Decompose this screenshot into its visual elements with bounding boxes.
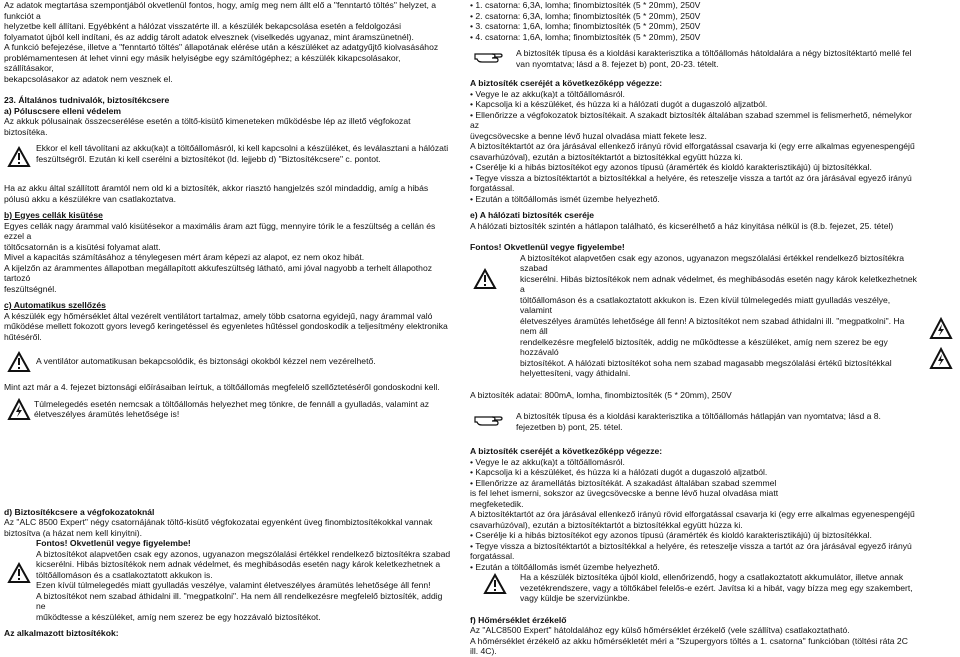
procedure-step: A biztosítéktartót az óra járásával ellenkező irányú rövid elforgatással csavarja ki (egy erre alkalmas egyenespengéjű xyxy=(470,509,915,519)
warning-line: kicserélni. Hibás biztosítékok nem adnak védelmet, és meghibásodás esetén nagy károk keletkezhetnek a xyxy=(520,273,917,294)
section-f-title: f) Hőmérséklet érzékelő xyxy=(470,614,567,625)
procedure-step: • Ezután a töltőállomás ismét üzembe helyezhető. xyxy=(470,193,660,204)
section-d-text: Az "ALC 8500 Expert" négy csatornájának töltő-kisütő végfokozatai egyenként üveg finombiztosítékokkal vannak biztosítva (a házat nem kell kinyitni). xyxy=(4,517,433,538)
section-b-line: feszültségnél. xyxy=(4,283,57,294)
fuse-spec-item: • 3. csatorna: 1,6A, lomha; finombiztosíték (5 * 20mm), 250V xyxy=(470,21,701,31)
fuses-used-heading: Az alkalmazott biztosítékok: xyxy=(4,628,119,638)
electric-warning-text: Túlmelegedés esetén nemcsak a töltőállomás helyezhet meg tönkre, de fennáll a gyulladás, valamint az életveszélyes áramütés lehetősége is! xyxy=(34,398,430,419)
replace-procedure-title-2: A biztosíték cseréjét a következőképp végezze: xyxy=(470,446,663,456)
hint-text: A biztosíték típusa és a kioldási karakterisztika a töltőállomás hátoldalára a négy biztosítéktartó mellé fel van nyomtatva; lásd a 8. fejezet b) pont, 20-23. tételt. xyxy=(516,48,912,69)
fuse-spec-item: • 4. csatorna: 1,6A, lomha; finombiztosíték (5 * 20mm), 250V xyxy=(470,31,701,42)
warning-line: helyettesíteni, vagy áthidalni. xyxy=(520,368,631,378)
fuse-spec-item: • 1. csatorna: 6,3A, lomha; finombiztosíték (5 * 20mm), 250V xyxy=(470,0,701,10)
warning-triangle-icon xyxy=(8,563,30,586)
section-f-line: A hőmérséklet érzékelő az akku hőmérsékletét méri a "Szupergyors töltés a 1. csatorna" funkcióban (töltési ráta 2C ill. 4C). xyxy=(470,635,908,656)
warning-block-fan xyxy=(4,348,452,376)
fuse-spec-item: • 2. csatorna: 6,3A, lomha; finombiztosíték (5 * 20mm), 250V xyxy=(470,10,701,21)
ventilation-note: Mint azt már a 4. fejezet biztonsági előírásaiban leírtuk, a töltőállomás megfelelő szellőztetéséről gondoskodni kell. xyxy=(4,382,440,392)
procedure-step: • Cserélje ki a hibás biztosítékot egy azonos típusú (áramérték és kioldó karakterisztikájú) új biztosítékkal. xyxy=(470,530,872,540)
warning-triangle-icon xyxy=(484,574,506,597)
intro-paragraph xyxy=(4,0,452,84)
section-b-line: Mivel a kapacitás számításához a ténylegesen mért áram képezi az alapot, ez nem okoz hibát. xyxy=(4,252,365,262)
pointing-hand-icon xyxy=(474,50,504,67)
warning-triangle-icon xyxy=(8,147,30,170)
mains-fuse-spec: A biztosíték adatai: 800mA, lomha, finombiztosíték (5 * 20mm), 250V xyxy=(470,389,732,400)
section-23-title: 23. Általános tudnivalók, biztosítékcsere xyxy=(4,95,170,105)
warning-text: Ekkor el kell távolítani az akku(ka)t a töltőállomásról, ki kell kapcsolni a készüléket, és leválasztani a hálózati feszültségről. Ezután ki kell cserélni a biztosítékot (ld. lejjebb d) "Biztosítékcsere" c. pontot. xyxy=(36,143,449,164)
replace-procedure-list-2 xyxy=(470,457,918,573)
electric-warning-block xyxy=(4,399,452,431)
warning-line: töltőállomáson és a csatlakoztatott akkukon is. xyxy=(36,569,213,580)
section-f-line: Az "ALC8500 Expert" hátoldalához egy külső hőmérséklet érzékelő (vele szállítva) csatlakoztatható. xyxy=(470,625,850,635)
procedure-step: • Ezután a töltőállomás ismét üzembe helyezhető. xyxy=(470,561,660,572)
section-b-line: A kijelzőn az árammentes állapotban megállapított akkufeszültség látható, ami jóval nagyobb a terhelt állapothoz tartozó xyxy=(4,262,433,283)
pointing-hand-icon xyxy=(474,413,504,430)
section-b-line: Egyes cellák nagy árammal való kisütésekor a maximális áram azt függ, mennyire tórik le a feszültség a cellán és ezzel a xyxy=(4,220,436,241)
replace-procedure-title: A biztosíték cseréjét a következőképp végezze: xyxy=(470,78,663,88)
procedure-step: • Vegye le az akku(ka)t a töltőállomásról. xyxy=(470,88,625,99)
section-c-text: A készülék egy hőmérséklet által vezérelt ventilátort tartalmaz, amely több csatorna egyidejű, nagy árammal való működése mellett fokozott gyors levegő keringetéssel és egyenletes hűtéssel gondoskodik a teljesítmény elektronika hűtéséről. xyxy=(4,310,448,342)
section-e-text: A hálózati biztosíték szintén a hátlapon található, és kicserélhető a ház kinyitása nélkül is (8.b. fejezet, 25. tétel) xyxy=(470,220,894,231)
procedure-step: A biztosítéktartót az óra járásával ellenkező irányú rövid elforgatással csavarja ki (egy erre alkalmas egyenespengéjű xyxy=(470,141,915,151)
procedure-step: forgatással. xyxy=(470,551,515,561)
warning-block-fuse-trips-again xyxy=(470,572,918,604)
warning-text: A ventilátor automatikusan bekapcsolódik, és biztonsági okokból kézzel nem vezérelhető. xyxy=(36,356,376,366)
warning-text: Ha a készülék biztosítéka újból kiold, ellenőrizendő, hogy a csatlakoztatott akkumulátor, illetve annak vezetékrendszere, vagy a töltőkábel felelős-e ezért. Javítsa ki a hibát, vagy bízza meg egy szakembert, vagy küldje be szervizünkbe. xyxy=(520,572,913,603)
procedure-step: • Kapcsolja ki a készüléket, és húzza ki a hálózati dugót a dugaszoló aljzatból. xyxy=(470,467,768,477)
warning-line: töltőállomáson és a csatlakoztatott akkukon is. Ezen kívül túlmelegedés miatt gyulladás veszélye, valamint xyxy=(520,294,891,315)
electric-hazard-icon xyxy=(930,318,952,343)
procedure-step: • Vegye le az akku(ka)t a töltőállomásról. xyxy=(470,456,625,467)
section-a-text-2: Ha az akku által szállított áramtól nem old ki a biztosíték, akkor riasztó hangjelzés szól mindaddig, amíg a hibás pólusú akku a készülékre van csatlakoztatva. xyxy=(4,183,429,204)
procedure-step: forgatással. xyxy=(470,183,515,193)
warning-line: Ezen kívül túlmelegedés miatt gyulladás veszélye, valamint életveszélyes áramütés lehetősége áll fenn! xyxy=(36,580,431,590)
procedure-step: • Ellenőrizze az áramellátás biztosítékát. A szakadást általában szabad szemmel xyxy=(470,477,777,488)
procedure-step: • Tegye vissza a biztosítéktartót a biztosítékkal a helyére, és reteszelje vissza a tartót az óra járásával egyező irányú xyxy=(470,540,912,551)
section-b-line: töltőcsatornán is a kisütési folyamat alatt. xyxy=(4,241,161,252)
intro-line: folyamatot újból kell indítani, és az addig tárolt adatok elvesznek (viselkedés ugyanaz, mint áramszünetnél). xyxy=(4,31,414,42)
warning-line: kicserélni. Hibás biztosítékok nem adnak védelmet, és meghibásodás esetén nagy károk keletkezhetnek a xyxy=(36,559,441,569)
section-e-title: e) A hálózati biztosíték cseréje xyxy=(470,210,595,220)
warning-line: A biztosítékot alapvetően csak egy azonos, ugyanazon megszólalási értékkel rendelkező biztosítékra szabad xyxy=(36,548,451,559)
warning-line: működtesse a készüléket, amíg nem szerez be egy hozzávaló biztosítékot. xyxy=(36,611,321,622)
hint-block-mains-label xyxy=(470,411,918,435)
electric-hazard-icon xyxy=(8,399,30,424)
procedure-step: • Ellenőrizze a végfokozatok biztosítékait. A szakadt biztosíték általában szabad szemmel is felismerhető, némelykor az xyxy=(470,109,912,130)
procedure-step: is fel lehet ismerni, sokszor az üvegcsövecske a benne lévő huzal olvadása miatt xyxy=(470,488,779,498)
warning-line: A biztosítékot alapvetően csak egy azonos, ugyanazon megszólalási értékkel rendelkező biztosítékra szabad xyxy=(520,252,905,273)
section-a-title: a) Póluscsere elleni védelem xyxy=(4,105,122,116)
intro-line: Az adatok megtartása szempontjából okvetlenül fontos, hogy, amíg meg nem állt elő a "fenntartó töltés" helyzet, a funkciót a xyxy=(4,0,437,21)
intro-line: bekapcsolásakor az adatok nem vesznek el. xyxy=(4,73,173,84)
intro-line: problémamentesen át lehet vinni egy másik helyiségbe egy számítógéphez; a készülék kikapcsolásakor, szállításakor, xyxy=(4,52,401,73)
procedure-step: csavarhúzóval), ezután a biztosítéktartót a biztosítékkal együtt húzza ki. xyxy=(470,151,743,162)
warning-line: A biztosítékot nem szabad áthidalni ill. "megpatkolni". Ha nem áll rendelkezésre megfelelő biztosíték, addig ne xyxy=(36,590,443,611)
procedure-step: üvegcsövecske a benne lévő huzal olvadása miatt fekete lesz. xyxy=(470,130,707,141)
hint-text: A biztosíték típusa és a kioldási karakterisztika a töltőállomás hátlapján van nyomtatva; lásd a 8. fejezetben b) pont, 25. tétel. xyxy=(516,411,881,432)
section-c-title: c) Automatikus szellőzés xyxy=(4,300,106,310)
left-column xyxy=(4,0,452,639)
warning-line: rendelkezésre megfelelő biztosíték, addig ne működtesse a készüléket, amíg nem szerez be egy hozzávaló xyxy=(520,336,888,357)
procedure-step: megfeketedik. xyxy=(470,498,524,509)
warning-block-mains-fuse xyxy=(470,253,918,379)
hint-block-fuse-label xyxy=(470,48,918,72)
warning-line: biztosítékot. A hálózati biztosítékot soha nem szabad magasabb megszólalási értékű biztosítékkal xyxy=(520,357,892,368)
procedure-step: csavarhúzóval), ezután a biztosítéktartót a biztosítékkal együtt húzza ki. xyxy=(470,519,743,530)
warning-block-fuse xyxy=(4,143,452,177)
warning-block-fuse-replace xyxy=(4,549,452,623)
procedure-step: • Cserélje ki a hibás biztosítékot egy azonos típusú (áramérték és kioldó karakterisztikájú) új biztosítékkal. xyxy=(470,162,872,172)
warning-line: életveszélyes áramütés lehetősége áll fenn! A biztosítékot nem szabad áthidalni ill. "megpatkolni". Ha nem áll xyxy=(520,315,905,336)
replace-procedure-list xyxy=(470,89,918,205)
intro-line: helyzetbe kell állítani. Egyébként a hálózat visszatérte ill. a készülék bekapcsolása esetén a feldolgozási xyxy=(4,21,401,31)
procedure-step: • Tegye vissza a biztosítéktartót a biztosítékkal a helyére, és reteszelje vissza a tartót az óra járásával egyező irányú xyxy=(470,172,912,183)
section-a-text: Az akkuk pólusainak összecserélése esetén a töltő-kisütő kimeneteken működésbe lép az illető végfokozat biztosítéka. xyxy=(4,116,411,137)
warning-triangle-icon xyxy=(474,269,496,292)
section-d-title: d) Biztosítékcsere a végfokozatoknál xyxy=(4,506,155,517)
right-column xyxy=(470,0,918,657)
important-notice: Fontos! Okvetlenül vegye figyelembe! xyxy=(36,538,191,548)
procedure-step: • Kapcsolja ki a készüléket, és húzza ki a hálózati dugót a dugaszoló aljzatból. xyxy=(470,99,768,109)
intro-line: A funkció befejezése, illetve a "fenntartó töltés" állapotának elérése után a készüléket az adatgyűjtő kiolvasásához xyxy=(4,42,439,52)
section-b-title: b) Egyes cellák kisütése xyxy=(4,210,103,220)
warning-triangle-icon xyxy=(8,352,30,375)
electric-hazard-icon xyxy=(930,348,952,373)
important-notice: Fontos! Okvetlenül vegye figyelembe! xyxy=(470,242,625,252)
